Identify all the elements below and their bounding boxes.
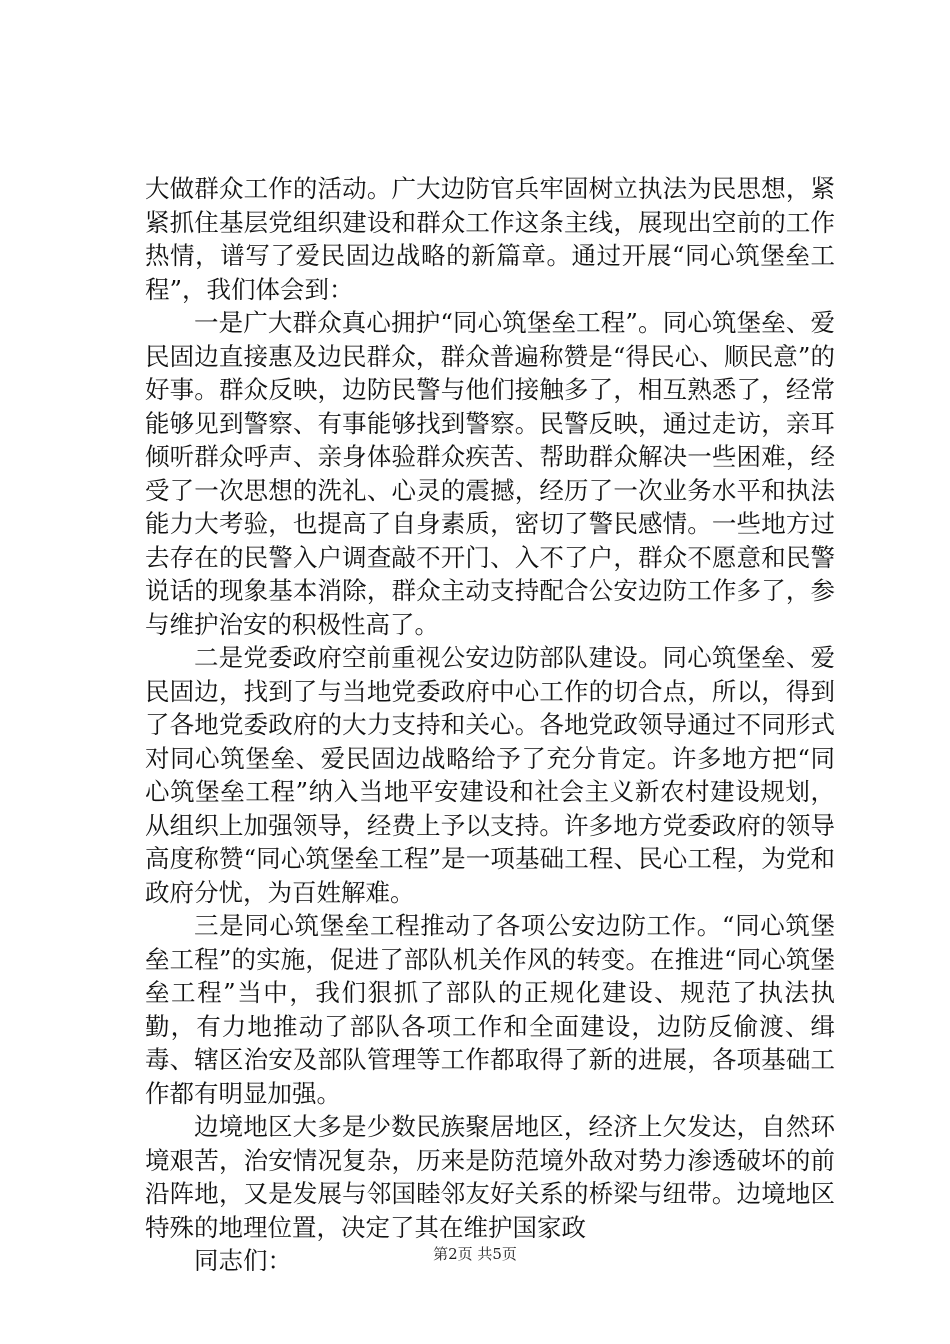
paragraph-1: 大做群众工作的活动。广大边防官兵牢固树立执法为民思想，紧紧抓住基层党组织建设和群众工作这条主线，展现出空前的工作热情，谱写了爱民固边战略的新篇章。通过开展“同心筑堡垒工程”，我们体会到： — [145, 174, 835, 304]
paragraph-4: 三是同心筑堡垒工程推动了各项公安边防工作。“同心筑堡垒工程”的实施，促进了部队机关作风的转变。在推进“同心筑堡垒工程”当中，我们狠抓了部队的正规化建设、规范了执法执勤，有力地推动了部队各项工作和全面建设，边防反偷渡、缉毒、辖区治安及部队管理等工作都取得了新的进展，各项基础工作都有明显加强。 — [145, 911, 835, 1108]
paragraph-5: 边境地区大多是少数民族聚居地区，经济上欠发达，自然环境艰苦，治安情况复杂，历来是防范境外敌对势力渗透破坏的前沿阵地，又是发展与邻国睦邻友好关系的桥梁与纽带。边境地区特殊的地理位置，决定了其在维护国家政 — [145, 1112, 835, 1242]
document-body — [145, 172, 835, 1278]
page-footer — [0, 1244, 950, 1264]
paragraph-2: 一是广大群众真心拥护“同心筑堡垒工程”。同心筑堡垒、爱民固边直接惠及边民群众，群众普遍称赞是“得民心、顺民意”的好事。群众反映，边防民警与他们接触多了，相互熟悉了，经常能够见到警察、有事能够找到警察。民警反映，通过走访，亲耳倾听群众呼声、亲身体验群众疾苦、帮助群众解决一些困难，经受了一次思想的洗礼、心灵的震撼，经历了一次业务水平和执法能力大考验，也提高了自身素质，密切了警民感情。一些地方过去存在的民警入户调查敲不开门、入不了户，群众不愿意和民警说话的现象基本消除，群众主动支持配合公安边防工作多了，参与维护治安的积极性高了。 — [145, 308, 835, 639]
paragraph-3: 二是党委政府空前重视公安边防部队建设。同心筑堡垒、爱民固边，找到了与当地党委政府中心工作的切合点，所以，得到了各地党委政府的大力支持和关心。各地党政领导通过不同形式对同心筑堡垒、爱民固边战略给予了充分肯定。许多地方把“同心筑堡垒工程”纳入当地平安建设和社会主义新农村建设规划，从组织上加强领导，经费上予以支持。许多地方党委政府的领导高度称赞“同心筑堡垒工程”是一项基础工程、民心工程，为党和政府分忧，为百姓解难。 — [145, 643, 835, 907]
page-number-label: 第2页 共5页 — [433, 1245, 517, 1263]
paragraph-6: 同志们： — [194, 1246, 292, 1275]
